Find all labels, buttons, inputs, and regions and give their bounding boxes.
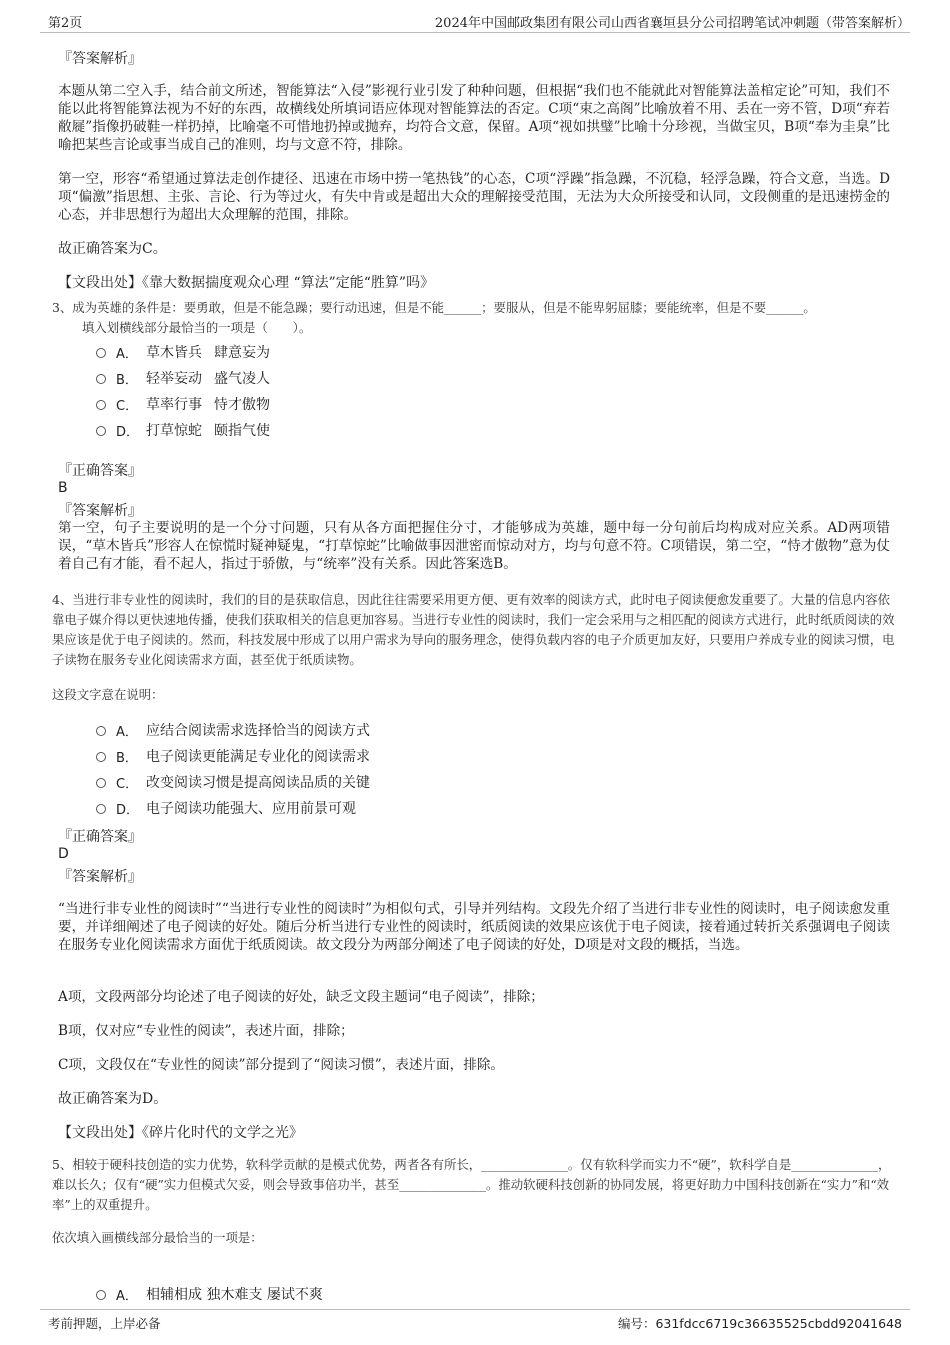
option-c[interactable]: C． 改变阅读习惯是提高阅读品质的关键 — [96, 772, 370, 792]
analysis-paragraph: B项，仅对应“专业性的阅读”，表述片面，排除； — [58, 1023, 354, 1039]
option-a[interactable]: A． 应结合阅读需求选择恰当的阅读方式 — [96, 720, 370, 740]
document-id: 编号：631fdcc6719c36635525cbdd92041648 — [617, 1316, 902, 1331]
answer-value: B — [58, 480, 68, 496]
radio-icon[interactable] — [96, 752, 106, 762]
option-d[interactable]: D． 打草惊蛇 颐指气使 — [96, 420, 270, 440]
answer-label: 『正确答案』 — [58, 463, 142, 479]
radio-icon[interactable] — [96, 778, 106, 788]
analysis-paragraph: 本题从第二空入手，结合前文所述，智能算法“入侵”影视行业引发了种种问题，但根据“我们也不能就此对智能算法盖棺定论”可知，我们不能以此将智能算法视为不好的东西，故横线处所填词语应体现对智能算法的否定。C项“束之高阁”比喻放着不用、丢在一旁不管，D项“弃若敝屣”指像扔破鞋一样扔掉，比喻毫不可惜地扔掉或抛弃，均符合文意，保留。A项“视如拱璧”比喻十分珍视，当做宝贝，B项“奉为圭臬”比喻把某些言论或事当成自己的准则，均与文意不符，排除。 — [58, 83, 890, 153]
source-citation: 【文段出处】《碎片化时代的文学之光》 — [58, 1125, 303, 1141]
source-citation: 【文段出处】《靠大数据揣度观众心理 “算法”定能“胜算”吗》 — [58, 275, 435, 291]
radio-icon[interactable] — [96, 374, 106, 384]
radio-icon[interactable] — [96, 726, 106, 736]
answer-conclusion: 故正确答案为D。 — [58, 1091, 168, 1107]
radio-icon[interactable] — [96, 426, 106, 436]
page-number: 第2页 — [48, 16, 83, 31]
question-prompt: 填入划横线部分最恰当的一项是（ ）。 — [82, 320, 312, 335]
footer-slogan: 考前押题，上岸必备 — [48, 1316, 161, 1331]
answer-label: 『正确答案』 — [58, 829, 142, 845]
analysis-label: 『答案解析』 — [58, 503, 142, 519]
radio-icon[interactable] — [96, 1290, 106, 1300]
radio-icon[interactable] — [96, 400, 106, 410]
answer-conclusion: 故正确答案为C。 — [58, 241, 167, 257]
radio-icon[interactable] — [96, 804, 106, 814]
answer-value: D — [58, 846, 69, 862]
question-prompt: 依次填入画横线部分最恰当的一项是： — [52, 1230, 263, 1245]
question-stem: 4、当进行非专业性的阅读时，我们的目的是获取信息，因此往往需要采用更方便、更有效率的阅读方式，此时电子阅读便愈发重要了。大量的信息内容依靠电子媒介得以更快速地传播，使我们获取相关的信息更加容易。当进行专业性的阅读时，我们一定会采用与之相匹配的阅读方式进行，此时纸质阅读的效果应该是优于电子阅读的。然而，科技发展中形成了以用户需求为导向的服务理念，使得负载内容的电子介质更加友好，只要用户养成专业的阅读习惯，电子读物在服务专业化阅读需求方面，甚至优于纸质读物。 — [52, 592, 895, 667]
footer-divider — [40, 1309, 910, 1310]
option-b[interactable]: B． 电子阅读更能满足专业化的阅读需求 — [96, 746, 370, 766]
analysis-paragraph: 第一空，句子主要说明的是一个分寸问题，只有从各方面把握住分寸，才能够成为英雄，题中每一分句前后均构成对应关系。AD两项错误，“草木皆兵”形容人在惊慌时疑神疑鬼，“打草惊蛇”比喻做事因泄密而惊动对方，均与句意不符。C项错误，第二空，“恃才傲物”意为仗着自己有才能，看不起人，指过于骄傲，与“统率”没有关系。因此答案选B。 — [58, 520, 890, 572]
radio-icon[interactable] — [96, 348, 106, 358]
analysis-label: 『答案解析』 — [58, 51, 142, 67]
header-divider — [40, 32, 910, 33]
option-b[interactable]: B． 轻举妄动 盛气凌人 — [96, 368, 270, 388]
question-prompt: 这段文字意在说明： — [52, 687, 164, 702]
question-stem: 5、相较于硬科技创造的实力优势，软科学贡献的是模式优势，两者各有所长，______________。仅有软科学而实力不“硬”，软科学自是______________，难以长久；仅有“硬”实力但模式欠妥，则会导致事倍功半，甚至______________。推动软硬科技创新的协同发展，将更好助力中国科技创新在“实力”和“效率”上的双重提升。 — [52, 1157, 891, 1212]
option-a[interactable]: A． 相辅相成 独木难支 屡试不爽 — [96, 1284, 323, 1304]
option-a[interactable]: A． 草木皆兵 肆意妄为 — [96, 342, 270, 362]
option-d[interactable]: D． 电子阅读功能强大、应用前景可观 — [96, 798, 356, 818]
analysis-paragraph: C项，文段仅在“专业性的阅读”部分提到了“阅读习惯”，表述片面，排除。 — [58, 1057, 505, 1073]
question-stem: 3、成为英雄的条件是：要勇敢，但是不能急躁；要行动迅速，但是不能______；要服从，但是不能卑躬屈膝；要能统率，但是不要______。 — [52, 300, 816, 315]
analysis-paragraph: “当进行非专业性的阅读时”“当进行专业性的阅读时”为相似句式，引导并列结构。文段先介绍了当进行非专业性的阅读时，电子阅读愈发重要，并详细阐述了电子阅读的好处。随后分析当进行专业性的阅读时，纸质阅读的效果应该优于电子阅读，接着通过转折关系强调电子阅读在服务专业化阅读需求方面优于纸质阅读。故文段分为两部分阐述了电子阅读的好处，D项是对文段的概括，当选。 — [58, 901, 890, 953]
analysis-paragraph: A项，文段两部分均论述了电子阅读的好处，缺乏文段主题词“电子阅读”，排除； — [58, 989, 544, 1005]
analysis-paragraph: 第一空，形容“希望通过算法走创作捷径、迅速在市场中捞一笔热钱”的心态，C项“浮躁”指急躁，不沉稳，轻浮急躁，符合文意，当选。D项“偏激”指思想、主张、言论、行为等过火，有失中肯或是超出大众的理解接受范围，无法为大众所接受和认同，文段侧重的是迅速捞金的心态，并非思想行为超出大众理解的范围，排除。 — [58, 171, 890, 223]
option-c[interactable]: C． 草率行事 恃才傲物 — [96, 394, 270, 414]
document-title: 2024年中国邮政集团有限公司山西省襄垣县分公司招聘笔试冲刺题（带答案解析） — [434, 16, 910, 31]
analysis-label: 『答案解析』 — [58, 869, 142, 885]
